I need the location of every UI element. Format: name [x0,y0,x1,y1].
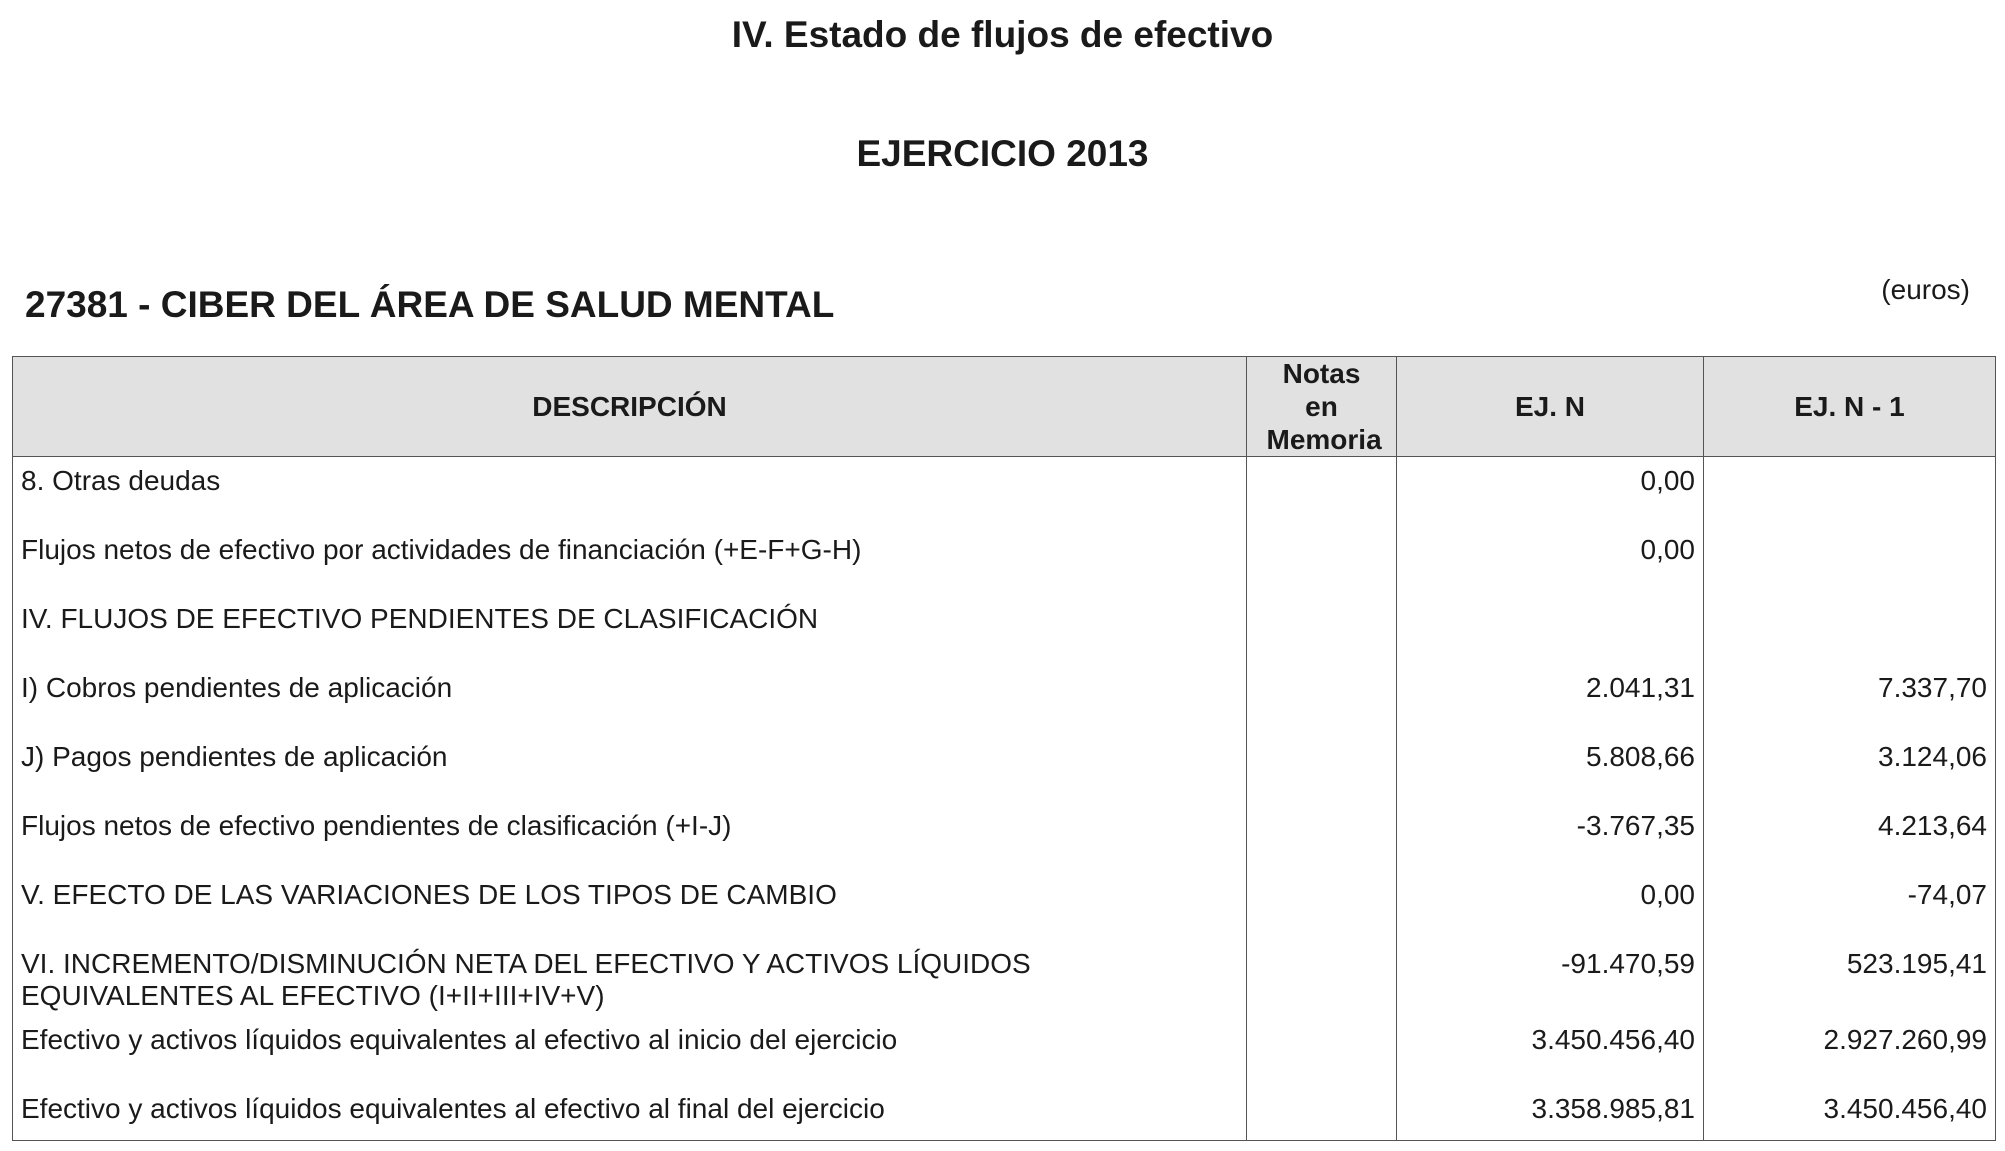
entity-name: 27381 - CIBER DEL ÁREA DE SALUD MENTAL [25,284,835,325]
row-notes [1247,940,1397,1016]
row-notes [1247,1085,1397,1141]
row-description: 8. Otras deudas [13,457,1247,526]
row-value-n: 5.808,66 [1397,733,1704,802]
row-value-n-1: 7.337,70 [1704,664,1996,733]
table-row [13,802,1996,871]
row-notes [1247,664,1397,733]
row-value-n-1 [1704,457,1996,526]
row-description: Flujos netos de efectivo pendientes de clasificación (+I-J) [13,802,1247,871]
row-notes [1247,733,1397,802]
row-value-n-1: -74,07 [1704,871,1996,940]
row-value-n: -91.470,59 [1397,940,1704,1016]
table-row [13,940,1996,1016]
row-description-line-1: VI. INCREMENTO/DISMINUCIÓN NETA DEL EFECTIVO Y ACTIVOS LÍQUIDOS [21,947,1031,979]
table-header-row [13,357,1996,457]
table-row [13,457,1996,526]
row-value-n: 0,00 [1397,871,1704,940]
document-title: IV. Estado de flujos de efectivo [731,14,1274,55]
row-description: Flujos netos de efectivo por actividades de financiación (+E-F+G-H) [13,526,1247,595]
row-value-n: 3.450.456,40 [1397,1016,1704,1085]
column-header-year-n-1: EJ. N - 1 [1704,357,1996,457]
table-row [13,1085,1996,1141]
row-description: Efectivo y activos líquidos equivalentes al efectivo al inicio del ejercicio [13,1016,1247,1085]
row-value-n [1397,595,1704,664]
row-notes [1247,802,1397,871]
row-value-n: 0,00 [1397,457,1704,526]
table-row [13,733,1996,802]
currency-units: (euros) [1881,274,1970,305]
row-notes [1247,526,1397,595]
column-header-year-n: EJ. N [1397,357,1704,457]
row-notes [1247,1016,1397,1085]
row-value-n-1: 3.450.456,40 [1704,1085,1996,1141]
row-value-n: 3.358.985,81 [1397,1085,1704,1141]
row-value-n-1: 4.213,64 [1704,802,1996,871]
cash-flow-table [12,356,1996,1141]
table-row [13,526,1996,595]
row-description-line-2: EQUIVALENTES AL EFECTIVO (I+II+III+IV+V) [21,979,605,1011]
row-value-n-1 [1704,526,1996,595]
row-value-n-1: 523.195,41 [1704,940,1996,1016]
fiscal-year-heading: EJERCICIO 2013 [856,133,1149,174]
row-value-n-1: 2.927.260,99 [1704,1016,1996,1085]
table-row [13,871,1996,940]
row-value-n: -3.767,35 [1397,802,1704,871]
row-description: Efectivo y activos líquidos equivalentes al efectivo al final del ejercicio [13,1085,1247,1141]
row-description [13,940,1247,1016]
row-value-n: 0,00 [1397,526,1704,595]
table-row [13,664,1996,733]
table-row [13,595,1996,664]
row-description: V. EFECTO DE LAS VARIACIONES DE LOS TIPOS DE CAMBIO [13,871,1247,940]
row-notes [1247,871,1397,940]
table-row [13,1016,1996,1085]
row-value-n-1 [1704,595,1996,664]
row-value-n: 2.041,31 [1397,664,1704,733]
row-value-n-1: 3.124,06 [1704,733,1996,802]
row-description: I) Cobros pendientes de aplicación [13,664,1247,733]
row-notes [1247,457,1397,526]
row-description: J) Pagos pendientes de aplicación [13,733,1247,802]
row-description: IV. FLUJOS DE EFECTIVO PENDIENTES DE CLASIFICACIÓN [13,595,1247,664]
column-header-notes: Notas en Memoria [1247,357,1397,457]
row-notes [1247,595,1397,664]
column-header-description: DESCRIPCIÓN [13,357,1247,457]
